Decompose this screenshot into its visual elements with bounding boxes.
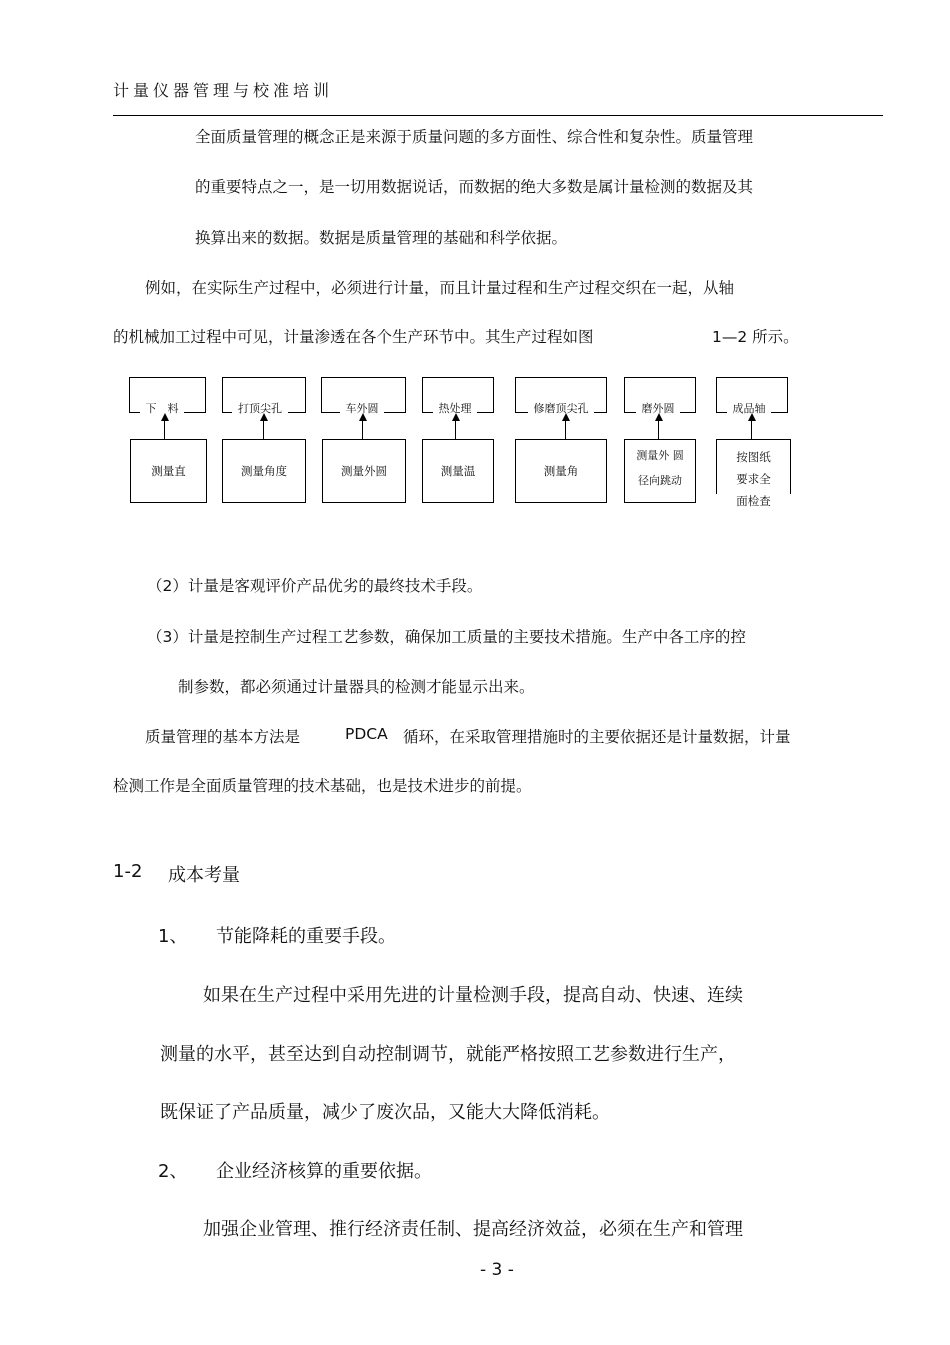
paragraph-line: 制参数，都必须通过计量器具的检测才能显示出来。: [178, 678, 535, 696]
paragraph-line: （3）计量是控制生产过程工艺参数，确保加工质量的主要技术措施。生产中各工序的控: [147, 628, 746, 646]
section-number: 1-2: [113, 861, 143, 882]
paragraph-line: 既保证了产品质量，减少了废次品，又能大大降低消耗。: [160, 1102, 610, 1123]
measurement-label: 按图纸: [736, 450, 771, 464]
measurement-label: 面检查: [716, 494, 791, 508]
paragraph-line: 循环，在采取管理措施时的主要依据还是计量数据，计量: [403, 728, 791, 746]
process-step-label: 修磨顶尖孔: [528, 402, 594, 415]
page-number: - 3 -: [480, 1260, 514, 1280]
paragraph-line: 的机械加工过程中可见，计量渗透在各个生产环节中。其生产过程如图: [113, 328, 594, 346]
measurement-label: 要求全: [736, 472, 771, 486]
paragraph-line: 例如，在实际生产过程中，必须进行计量，而且计量过程和生产过程交织在一起，从轴: [145, 279, 735, 297]
arrow-up-icon: [452, 413, 460, 421]
measurement-label: 测量外 圆: [636, 449, 684, 462]
paragraph-line: 全面质量管理的概念正是来源于质量问题的多方面性、综合性和复杂性。质量管理: [195, 128, 754, 146]
pdca-term: PDCA: [345, 725, 388, 743]
item-title: 节能降耗的重要手段。: [216, 926, 396, 947]
arrow-up-icon: [359, 413, 367, 421]
paragraph-line: 测量的水平，甚至达到自动控制调节，就能严格按照工艺参数进行生产，: [160, 1044, 736, 1065]
header-rule: [113, 115, 883, 116]
paragraph-line: 换算出来的数据。数据是质量管理的基础和科学依据。: [195, 229, 568, 247]
arrow-shaft: [164, 420, 165, 439]
arrow-shaft: [565, 420, 566, 439]
paragraph-line: 如果在生产过程中采用先进的计量检测手段，提高自动、快速、连续: [203, 985, 743, 1006]
arrow-up-icon: [161, 413, 169, 421]
measurement-label: 测量外圆: [341, 464, 387, 478]
arrow-up-icon: [655, 413, 663, 421]
item-number: 2、: [158, 1161, 188, 1182]
section-title: 成本考量: [168, 865, 240, 886]
measurement-label: 径向跳动: [638, 474, 682, 487]
measurement-label: 测量角: [543, 464, 579, 478]
paragraph-line: （2）计量是客观评价产品优劣的最终技术手段。: [147, 577, 483, 595]
paragraph-line: 加强企业管理、推行经济责任制、提高经济效益，必须在生产和管理: [203, 1219, 743, 1240]
process-step-label: 成品轴: [727, 402, 771, 415]
arrow-shaft: [751, 420, 752, 439]
process-step-label: 打顶尖孔: [232, 402, 288, 415]
process-step-label: 下 料: [140, 402, 184, 415]
paragraph-line: 检测工作是全面质量管理的技术基础，也是技术进步的前提。: [113, 777, 532, 795]
measurement-label: 测量温: [440, 464, 476, 478]
arrow-up-icon: [748, 413, 756, 421]
process-step-label: 热处理: [433, 402, 477, 415]
item-title: 企业经济核算的重要依据。: [216, 1161, 432, 1182]
arrow-shaft: [455, 420, 456, 439]
running-header: 计量仪器管理与校准培训: [113, 81, 334, 100]
process-step-label: 磨外圆: [636, 402, 680, 415]
paragraph-line: 质量管理的基本方法是: [145, 728, 301, 746]
measurement-label: 测量直: [151, 464, 186, 478]
arrow-up-icon: [562, 413, 570, 421]
arrow-up-icon: [260, 413, 268, 421]
measurement-label: 测量角度: [241, 464, 287, 478]
arrow-shaft: [658, 420, 659, 439]
figure-reference: 1—2 所示。: [712, 328, 799, 346]
item-number: 1、: [158, 926, 188, 947]
arrow-shaft: [263, 420, 264, 439]
process-step-label: 车外圆: [340, 402, 384, 415]
arrow-shaft: [362, 420, 363, 439]
paragraph-line: 的重要特点之一，是一切用数据说话，而数据的绝大多数是属计量检测的数据及其: [195, 178, 754, 196]
